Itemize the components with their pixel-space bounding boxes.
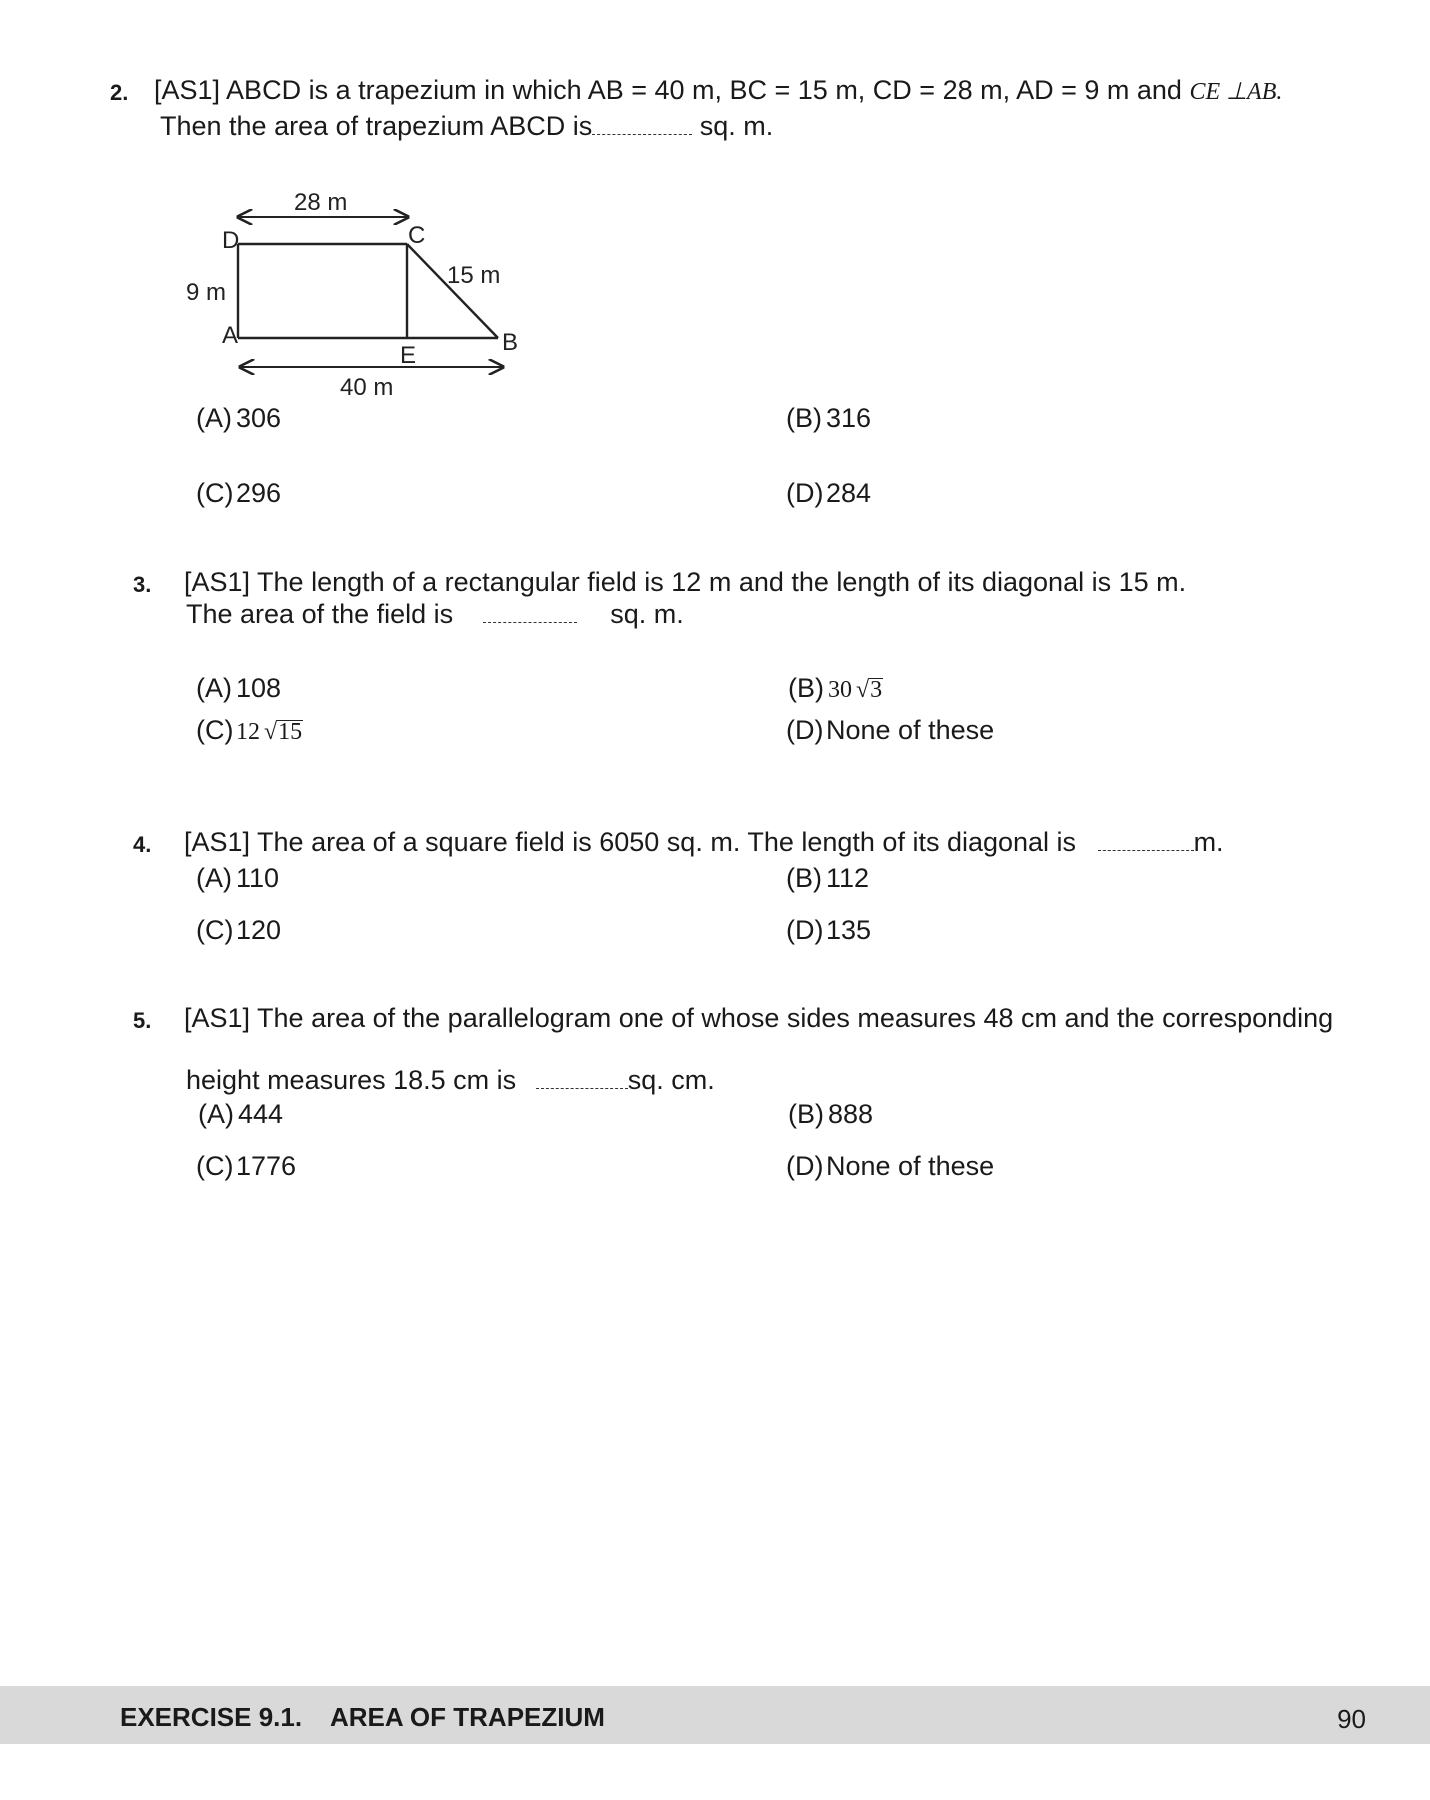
trapezium-figure — [170, 180, 550, 405]
q4-option-a — [196, 862, 279, 894]
label-9m: 9 m — [186, 279, 227, 306]
option-value: 110 — [236, 863, 280, 893]
answer-blank — [592, 114, 692, 135]
q5-option-a — [198, 1098, 283, 1130]
label-15m: 15 m — [447, 262, 501, 289]
option-value: None of these — [826, 1151, 995, 1181]
q5-option-c — [196, 1150, 296, 1182]
q3-option-b — [788, 672, 883, 706]
option-value: 296 — [236, 478, 282, 508]
option-label: (C) — [196, 715, 234, 745]
question-2-text-suffix: sq. m. — [699, 111, 774, 141]
q3-option-d — [786, 714, 994, 746]
option-value: 284 — [826, 478, 872, 508]
q3-option-a — [196, 672, 281, 704]
question-3-text-prefix: The area of the field is — [186, 599, 454, 629]
question-2-text: [AS1] ABCD is a trapezium in which AB = 40 m, BC = 15 m, CD = 28 m, AD = 9 m and — [154, 75, 1182, 105]
q3-option-c — [196, 714, 303, 748]
sqrt-sign: √ — [264, 719, 278, 745]
vertex-b: B — [502, 329, 519, 356]
question-2-number: 2. — [110, 80, 129, 105]
option-label: (B) — [786, 863, 822, 893]
option-label: (A) — [196, 863, 232, 893]
question-4-number: 4. — [133, 832, 152, 857]
question-3-text-line2 — [186, 598, 684, 630]
question-5-text-suffix: sq. cm. — [627, 1065, 715, 1095]
option-value: 120 — [236, 915, 282, 945]
option-label: (B) — [788, 1099, 824, 1129]
answer-blank — [536, 1068, 628, 1089]
footer-title: EXERCISE 9.1. AREA OF TRAPEZIUM — [120, 1702, 605, 1732]
option-value: 108 — [236, 673, 282, 703]
question-2-text-line2 — [160, 110, 773, 142]
q2-option-c — [196, 477, 281, 509]
option-label: (B) — [786, 403, 822, 433]
label-40m: 40 m — [340, 374, 394, 401]
answer-blank — [1098, 830, 1194, 851]
q4-option-b — [786, 862, 869, 894]
question-5-text-line1: [AS1] The area of the parallelogram one of whose sides measures 48 cm and the corresponding — [184, 1003, 1334, 1033]
option-label: (C) — [196, 915, 234, 945]
option-root: 15 — [278, 719, 303, 745]
option-value: 112 — [826, 863, 870, 893]
option-value: 135 — [826, 915, 872, 945]
option-label: (C) — [196, 478, 234, 508]
sqrt-sign: √ — [856, 677, 870, 703]
question-5-text-prefix: height measures 18.5 cm is — [186, 1065, 517, 1095]
question-3-number: 3. — [133, 572, 152, 597]
question-3-text-suffix: sq. m. — [610, 599, 684, 629]
option-value: 1776 — [236, 1151, 297, 1181]
question-4-text-line1 — [184, 826, 1224, 858]
question-2-math: CE ⊥AB. — [1189, 79, 1283, 105]
q2-option-b — [786, 402, 871, 434]
q5-option-d — [786, 1150, 994, 1182]
option-label: (D) — [786, 715, 824, 745]
option-label: (A) — [196, 403, 232, 433]
q4-option-d — [786, 914, 871, 946]
question-4-text: [AS1] The area of a square field is 6050 sq. m. The length of its diagonal is — [184, 827, 1077, 857]
option-value: None of these — [826, 715, 995, 745]
option-label: (C) — [196, 1151, 234, 1181]
option-value: 306 — [236, 403, 282, 433]
option-coef: 30 — [828, 677, 852, 703]
option-label: (D) — [786, 1151, 824, 1181]
question-5-number: 5. — [133, 1008, 152, 1033]
option-label: (A) — [198, 1099, 234, 1129]
q2-option-d — [786, 477, 871, 509]
option-root: 3 — [870, 677, 883, 703]
question-5-text-line2 — [186, 1064, 715, 1096]
option-value: 444 — [238, 1099, 284, 1129]
option-coef: 12 — [236, 719, 260, 745]
option-label: (D) — [786, 478, 824, 508]
question-2-text-line1 — [154, 74, 1282, 108]
option-label: (D) — [786, 915, 824, 945]
question-4-text-suffix: m. — [1193, 827, 1224, 857]
vertex-e: E — [400, 342, 417, 369]
answer-blank — [483, 602, 577, 623]
option-label: (A) — [196, 673, 232, 703]
page-number: 90 — [1337, 1704, 1366, 1734]
question-2-text-prefix: Then the area of trapezium ABCD is — [160, 111, 593, 141]
vertex-c: C — [408, 222, 426, 249]
option-label: (B) — [788, 673, 824, 703]
edge-cb — [407, 244, 501, 338]
page-footer — [0, 1686, 1430, 1744]
q5-option-b — [788, 1098, 873, 1130]
option-value: 316 — [826, 403, 872, 433]
q2-option-a — [196, 402, 281, 434]
vertex-a: A — [222, 322, 239, 349]
question-3-text-line1: [AS1] The length of a rectangular field is 12 m and the length of its diagonal is 15 m. — [184, 567, 1187, 597]
label-28m: 28 m — [294, 189, 348, 216]
q4-option-c — [196, 914, 281, 946]
option-value: 888 — [828, 1099, 874, 1129]
vertex-d: D — [222, 227, 240, 254]
